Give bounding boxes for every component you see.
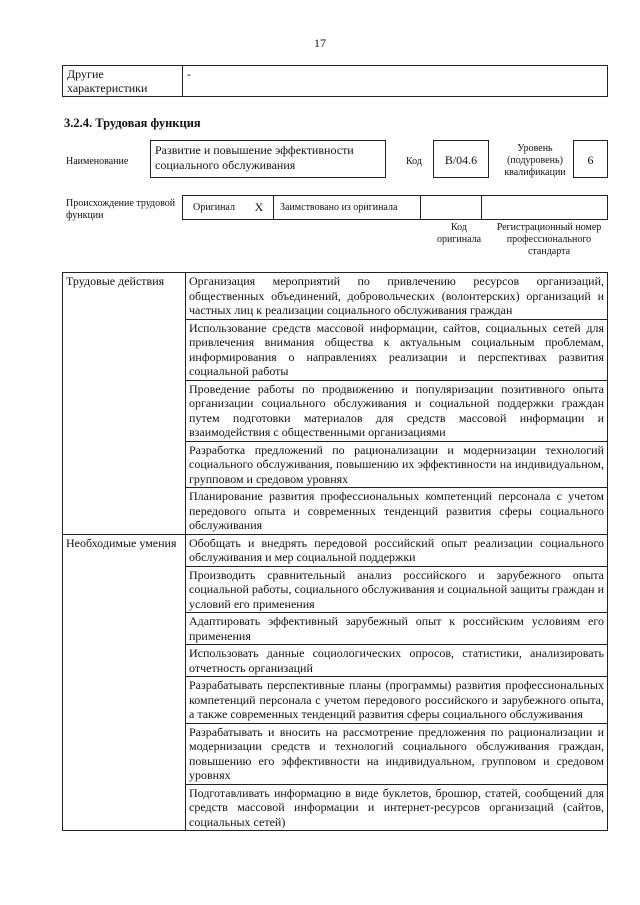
other-value: - <box>183 66 608 97</box>
other-label: Другие характеристики <box>63 66 183 97</box>
name-label: Наименование <box>66 156 129 167</box>
row-item: Подготавливать информацию в виде буклетов, брошюр, статей, сообщений для средств массовой информации и интернет-ресурсов организаций (сайтов, социальных сетей) <box>186 784 608 831</box>
table-row <box>63 534 608 566</box>
reg-number-cell <box>482 196 608 220</box>
origin-code-cell <box>421 196 482 220</box>
row-item: Адаптировать эффективный зарубежный опыт к российским условиям его применения <box>186 613 608 645</box>
level-value: 6 <box>573 140 608 178</box>
row-item: Планирование развития профессиональных компетенций персонала с учетом передового опыта и современных тенденций развития сферы социального обслуживания <box>186 488 608 535</box>
borrowed-label: Заимствовано из оригинала <box>274 196 421 220</box>
row-item: Обобщать и внедрять передовой российский опыт реализации социального обслуживания и мер социальной поддержки <box>186 534 608 566</box>
original-label: Оригинал <box>183 196 246 220</box>
row-item: Организация мероприятий по привлечению ресурсов организаций, общественных объединений, добровольческих (волонтерских) организаций и частных лиц к реализации социального обслуживания граждан <box>186 273 608 320</box>
row-label: Необходимые умения <box>63 534 186 831</box>
function-code: B/04.6 <box>433 140 489 178</box>
row-item: Разрабатывать перспективные планы (программы) развития профессиональных компетенций персонала с учетом передового российского и зарубежного опыта, а также современных тенденций развития сферы социального обслуживания <box>186 677 608 724</box>
section-title: 3.2.4. Трудовая функция <box>64 116 201 130</box>
original-mark: X <box>245 196 274 220</box>
row-item: Разрабатывать и вносить на рассмотрение предложения по рационализации и модернизации средств и технологий социального обслуживания граждан, повышению его эффективности на индивидуальном, групповом и средовом уровнях <box>186 723 608 784</box>
code-label: Код <box>406 156 422 167</box>
code-caption: Код оригинала <box>436 222 482 245</box>
origin-table <box>182 195 608 220</box>
origin-label: Происхождение трудовой функции <box>66 198 176 221</box>
row-item: Проведение работы по продвижению и популяризации позитивного опыта организации социального обслуживания и социальной поддержки граждан путем подготовки материалов для средств массовой информации и взаимодействия с общественными организациями <box>186 380 608 441</box>
main-table <box>62 272 608 831</box>
function-name: Развитие и повышение эффективности социального обслуживания <box>150 140 386 178</box>
table-row <box>63 273 608 320</box>
other-characteristics-table <box>62 65 608 97</box>
level-label: Уровень (подуровень) квалификации <box>504 143 566 178</box>
reg-caption: Регистрационный номер профессионального стандарта <box>496 222 602 257</box>
page-number: 17 <box>314 36 326 50</box>
row-label: Трудовые действия <box>63 273 186 535</box>
row-item: Разработка предложений по рационализации и модернизации технологий социального обслуживания, повышению их эффективности на индивидуальном, групповом и средовом уровнях <box>186 441 608 488</box>
row-item: Использовать данные социологических опросов, статистики, анализировать отчетность организаций <box>186 645 608 677</box>
row-item: Производить сравнительный анализ российского и зарубежного опыта социальной работы, социального обслуживания и социальной защиты граждан и условий его применения <box>186 566 608 613</box>
row-item: Использование средств массовой информации, сайтов, социальных сетей для привлечения внимания общества к актуальным социальным проблемам, информирования о направлениях реализации и перспективах развития социальной работы <box>186 319 608 380</box>
